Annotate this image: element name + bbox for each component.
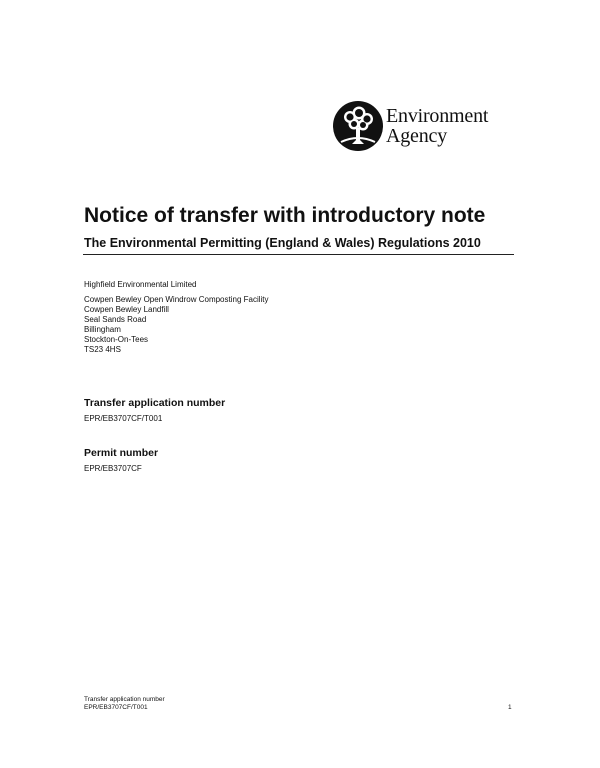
transfer-application-number: EPR/EB3707CF/T001 xyxy=(84,414,163,423)
transfer-application-heading: Transfer application number xyxy=(84,397,226,409)
permit-number: EPR/EB3707CF xyxy=(84,464,142,473)
address-line: Stockton-On-Tees xyxy=(84,335,149,345)
page-footer xyxy=(84,696,165,712)
page-number: 1 xyxy=(508,704,512,711)
logo-wordmark xyxy=(386,106,488,146)
address-line: Cowpen Bewley Landfill xyxy=(84,305,169,315)
logo-line-2: Agency xyxy=(386,125,447,147)
address-line: TS23 4HS xyxy=(84,345,121,355)
operator-name: Highfield Environmental Limited xyxy=(84,280,197,289)
site-address xyxy=(84,295,269,356)
tree-emblem-icon xyxy=(332,100,384,152)
address-line: Billingham xyxy=(84,325,121,335)
document-subtitle: The Environmental Permitting (England & Wales) Regulations 2010 xyxy=(84,236,481,250)
document-title: Notice of transfer with introductory note xyxy=(84,204,486,227)
title-divider xyxy=(83,254,514,255)
footer-value: EPR/EB3707CF/T001 xyxy=(84,704,148,711)
address-line: Cowpen Bewley Open Windrow Composting Facility xyxy=(84,295,269,304)
permit-number-heading: Permit number xyxy=(84,447,159,459)
footer-label: Transfer application number xyxy=(84,696,165,703)
environment-agency-logo xyxy=(332,100,512,156)
address-line: Seal Sands Road xyxy=(84,315,147,325)
logo-line-1: Environment xyxy=(386,105,489,127)
